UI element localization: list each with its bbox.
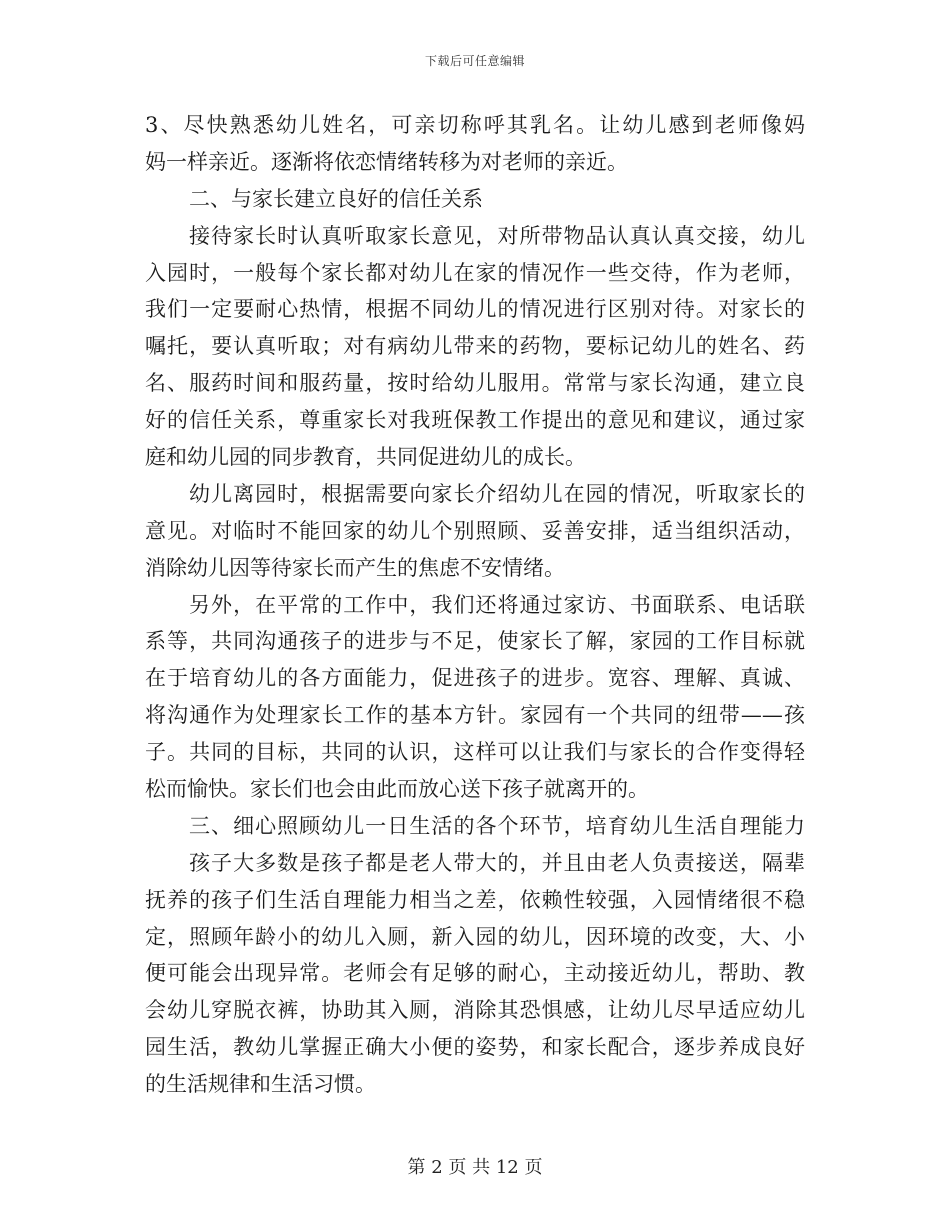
section-heading: 二、与家长建立良好的信任关系: [189, 186, 483, 211]
page-number: 第 2 页 共 12 页: [407, 1157, 543, 1178]
text-line: 系等，共同沟通孩子的进步与不足，使家长了解，家园的工作目标就: [145, 629, 805, 654]
text-line: 好的信任关系，尊重家长对我班保教工作提出的意见和建议，通过家: [145, 408, 805, 433]
page-header: 下载后可任意编辑: [424, 54, 525, 68]
text-line: 名、服药时间和服药量，按时给幼儿服用。常常与家长沟通，建立良: [145, 371, 805, 396]
text-line: 会幼儿穿脱衣裤，协助其入厕，消除其恐惧感，让幼儿尽早适应幼儿: [145, 998, 805, 1023]
section-heading: 三、细心照顾幼儿一日生活的各个环节，培育幼儿生活自理能力: [189, 813, 805, 838]
text-line: 嘱托，要认真听取；对有病幼儿带来的药物，要标记幼儿的姓名、药: [145, 334, 805, 359]
text-line: 另外，在平常的工作中，我们还将通过家访、书面联系、电话联: [189, 592, 805, 617]
text-line: 意见。对临时不能回家的幼儿个别照顾、妥善安排，适当组织活动，: [145, 518, 805, 543]
text-line: 消除幼儿因等待家长而产生的焦虑不安情绪。: [145, 555, 565, 580]
text-line: 孩子大多数是孩子都是老人带大的，并且由老人负责接送，隔辈: [189, 850, 805, 875]
text-line: 将沟通作为处理家长工作的基本方针。家园有一个共同的纽带——孩: [145, 703, 805, 728]
text-line: 妈一样亲近。逐渐将依恋情绪转移为对老师的亲近。: [145, 149, 628, 174]
document-body: [145, 107, 805, 1103]
text-line: 在于培育幼儿的各方面能力，促进孩子的进步。宽容、理解、真诚、: [145, 666, 805, 691]
text-line: 庭和幼儿园的同步教育，共同促进幼儿的成长。: [145, 445, 586, 470]
text-line: 子。共同的目标，共同的认识，这样可以让我们与家长的合作变得轻: [145, 740, 805, 765]
text-line: 园生活，教幼儿掌握正确大小便的姿势，和家长配合，逐步养成良好: [145, 1035, 805, 1060]
text-line: 3、尽快熟悉幼儿姓名，可亲切称呼其乳名。让幼儿感到老师像妈: [145, 113, 805, 137]
text-line: 的生活规律和生活习惯。: [145, 1072, 376, 1097]
text-line: 我们一定要耐心热情，根据不同幼儿的情况进行区别对待。对家长的: [145, 297, 805, 322]
text-line: 入园时，一般每个家长都对幼儿在家的情况作一些交待，作为老师，: [145, 260, 805, 285]
text-line: 松而愉快。家长们也会由此而放心送下孩子就离开的。: [145, 777, 649, 802]
text-line: 定，照顾年龄小的幼儿入厕，新入园的幼儿，因环境的改变，大、小: [145, 924, 805, 949]
text-line: 幼儿离园时，根据需要向家长介绍幼儿在园的情况，听取家长的: [189, 481, 805, 506]
text-line: 接待家长时认真听取家长意见，对所带物品认真认真交接，幼儿: [189, 223, 805, 248]
text-line: 抚养的孩子们生活自理能力相当之差，依赖性较强，入园情绪很不稳: [145, 887, 805, 912]
text-line: 便可能会出现异常。老师会有足够的耐心，主动接近幼儿，帮助、教: [145, 961, 805, 986]
